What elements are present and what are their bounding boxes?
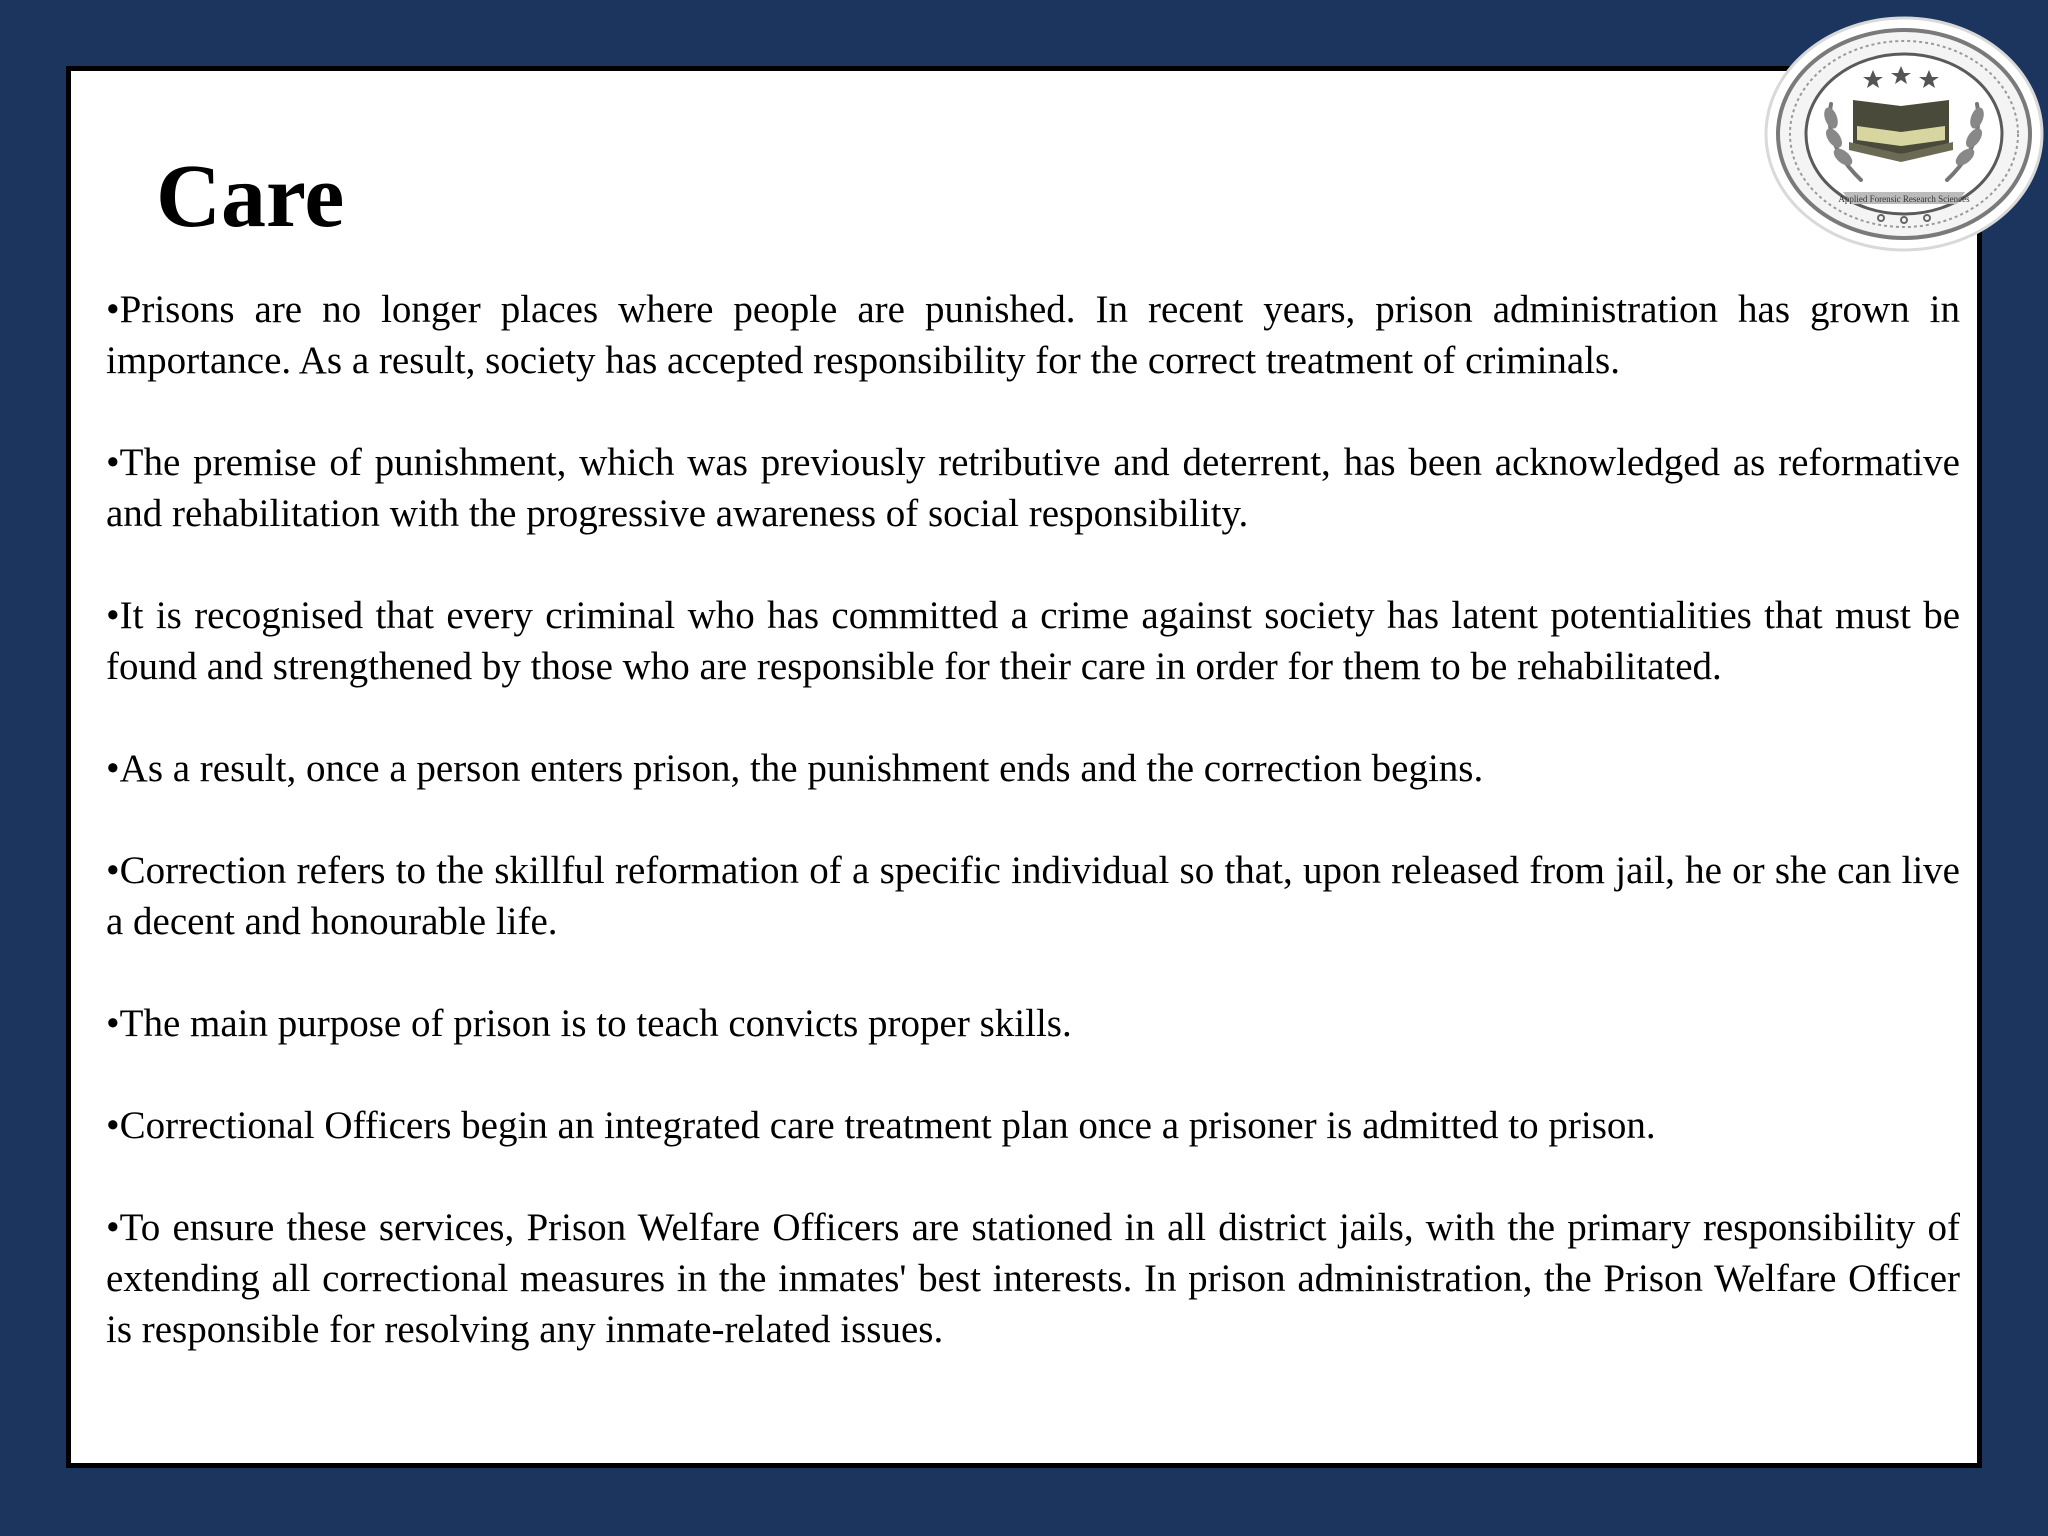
bullet-item: •As a result, once a person enters prison, the punishment ends and the correction begins. [106,747,1484,790]
bullet-item: •The main purpose of prison is to teach convicts proper skills. [106,1002,1072,1045]
seal-caption: Applied Forensic Research Sciences [1838,194,1970,204]
slide-title: Care [156,147,345,246]
bullet-item: •To ensure these services, Prison Welfare Officers are stationed in all district jails, with the primary responsibility of extending all correctional measures in the inmates' best interests. In prison administration, the Prison Welfare Officer is responsible for resolving any inmate-related issues. [106,1206,1960,1351]
bullet-item: •Correction refers to the skillful reformation of a specific individual so that, upon released from jail, he or she can live a decent and honourable life. [106,849,1960,943]
seal-icon [1761,14,2047,254]
bullet-item: •It is recognised that every criminal who has committed a crime against society has latent potentialities that must be found and strengthened by those who are responsible for their care in order for them to be rehabilitated. [106,594,1960,688]
bullet-item: •Correctional Officers begin an integrated care treatment plan once a prisoner is admitted to prison. [106,1104,1656,1147]
bullet-item: •Prisons are no longer places where people are punished. In recent years, prison administration has grown in importance. As a result, society has accepted responsibility for the correct treatment of criminals. [106,288,1960,382]
bullet-item: •The premise of punishment, which was previously retributive and deterrent, has been acknowledged as reformative and rehabilitation with the progressive awareness of social responsibility. [106,441,1960,535]
bullet-list [106,284,1960,1355]
